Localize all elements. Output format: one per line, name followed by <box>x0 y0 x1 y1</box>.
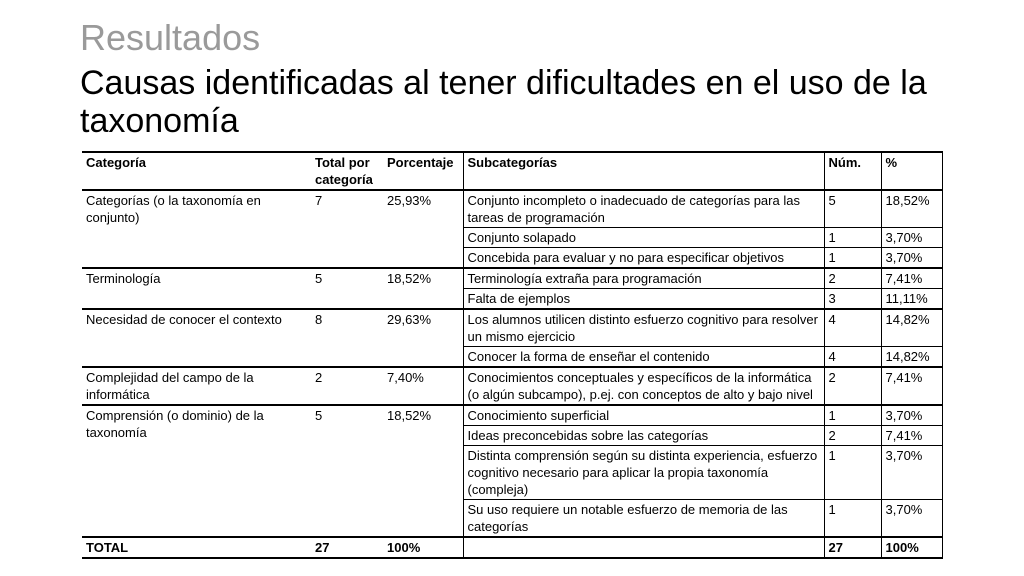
cell-total: 7 <box>315 193 323 208</box>
cell-categoria: Terminología <box>82 268 311 309</box>
cell-pct: 14,82% <box>881 347 942 368</box>
cell-subcategoria: Conocimientos conceptuales y específicos de la informática (o algún subcampo), p.ej. con conceptos de alto y bajo nivel <box>463 367 824 405</box>
cell-porcentaje: 29,63% <box>383 309 463 367</box>
header-pct: % <box>881 152 942 190</box>
cell-subcategoria: Distinta comprensión según su distinta experiencia, esfuerzo cognitivo necesario para aplicar la propia taxonomía (compleja) <box>463 446 824 500</box>
cell-subcategoria: Su uso requiere un notable esfuerzo de memoria de las categorías <box>463 500 824 538</box>
cell-subcategoria: Conjunto incompleto o inadecuado de categorías para las tareas de programación <box>463 190 824 228</box>
cell-pct: 3,70% <box>881 500 942 538</box>
cell-categoria: Complejidad del campo de la informática <box>82 367 311 405</box>
total-row <box>82 537 942 558</box>
cell-pct: 7,41% <box>881 367 942 405</box>
cell-pct: 11,11% <box>881 289 942 310</box>
slide-kicker: Resultados <box>80 17 261 58</box>
cell-total: 5 <box>311 405 383 537</box>
cell-categoria: Categorías (o la taxonomía en conjunto) <box>86 193 261 225</box>
header-categoria: Categoría <box>82 152 311 190</box>
total-pct: 100% <box>881 537 942 558</box>
total-subcategorias <box>463 537 824 558</box>
cell-subcategoria: Conjunto solapado <box>463 228 824 248</box>
cell-total: 5 <box>311 268 383 309</box>
cell-subcategoria: Conocer la forma de enseñar el contenido <box>463 347 824 368</box>
header-porcentaje: Porcentaje <box>383 152 463 190</box>
cell-pct: 3,70% <box>881 248 942 269</box>
cell-num: 1 <box>824 248 881 269</box>
cell-categoria: Comprensión (o dominio) de la taxonomía <box>82 405 311 537</box>
slide-title: Causas identificadas al tener dificultades en el uso de la taxonomía <box>80 64 927 140</box>
header-subcategorias: Subcategorías <box>463 152 824 190</box>
cell-pct: 3,70% <box>881 446 942 500</box>
table-header-row <box>82 152 942 190</box>
cell-num: 1 <box>824 446 881 500</box>
cell-num: 5 <box>824 190 881 228</box>
cell-num: 1 <box>824 500 881 538</box>
cell-num: 4 <box>824 309 881 347</box>
cell-porcentaje: 25,93% <box>387 193 432 208</box>
table-body <box>82 190 942 558</box>
cell-num: 4 <box>824 347 881 368</box>
header-num: Núm. <box>824 152 881 190</box>
cell-porcentaje: 18,52% <box>383 405 463 537</box>
cell-num: 2 <box>824 268 881 289</box>
cell-pct: 14,82% <box>881 309 942 347</box>
cell-num: 3 <box>824 289 881 310</box>
header-total: Total por categoría <box>311 152 383 190</box>
cell-num: 1 <box>824 405 881 426</box>
total-num: 27 <box>824 537 881 558</box>
cell-pct: 18,52% <box>881 190 942 228</box>
table-row <box>82 367 942 405</box>
cell-categoria: Necesidad de conocer el contexto <box>82 309 311 367</box>
table-row <box>82 309 942 347</box>
cell-pct: 3,70% <box>881 405 942 426</box>
cell-num: 1 <box>824 228 881 248</box>
cell-porcentaje: 18,52% <box>383 268 463 309</box>
table-row <box>82 405 942 426</box>
cell-subcategoria: Concebida para evaluar y no para especificar objetivos <box>463 248 824 269</box>
cell-total: 2 <box>311 367 383 405</box>
cell-num: 2 <box>824 367 881 405</box>
cell-porcentaje: 7,40% <box>383 367 463 405</box>
cell-subcategoria: Ideas preconcebidas sobre las categorías <box>463 426 824 446</box>
cell-total: 8 <box>311 309 383 367</box>
cell-subcategoria: Terminología extraña para programación <box>463 268 824 289</box>
cell-pct: 3,70% <box>881 228 942 248</box>
cell-subcategoria: Los alumnos utilicen distinto esfuerzo cognitivo para resolver un mismo ejercicio <box>463 309 824 347</box>
total-porcentaje: 100% <box>383 537 463 558</box>
slide-header <box>80 18 980 140</box>
cell-pct: 7,41% <box>881 268 942 289</box>
table-row <box>82 268 942 289</box>
results-table <box>82 151 943 559</box>
total-label: TOTAL <box>82 537 311 558</box>
total-count: 27 <box>311 537 383 558</box>
cell-pct: 7,41% <box>881 426 942 446</box>
cell-subcategoria: Falta de ejemplos <box>463 289 824 310</box>
cell-num: 2 <box>824 426 881 446</box>
table-row <box>82 190 942 228</box>
cell-subcategoria: Conocimiento superficial <box>463 405 824 426</box>
